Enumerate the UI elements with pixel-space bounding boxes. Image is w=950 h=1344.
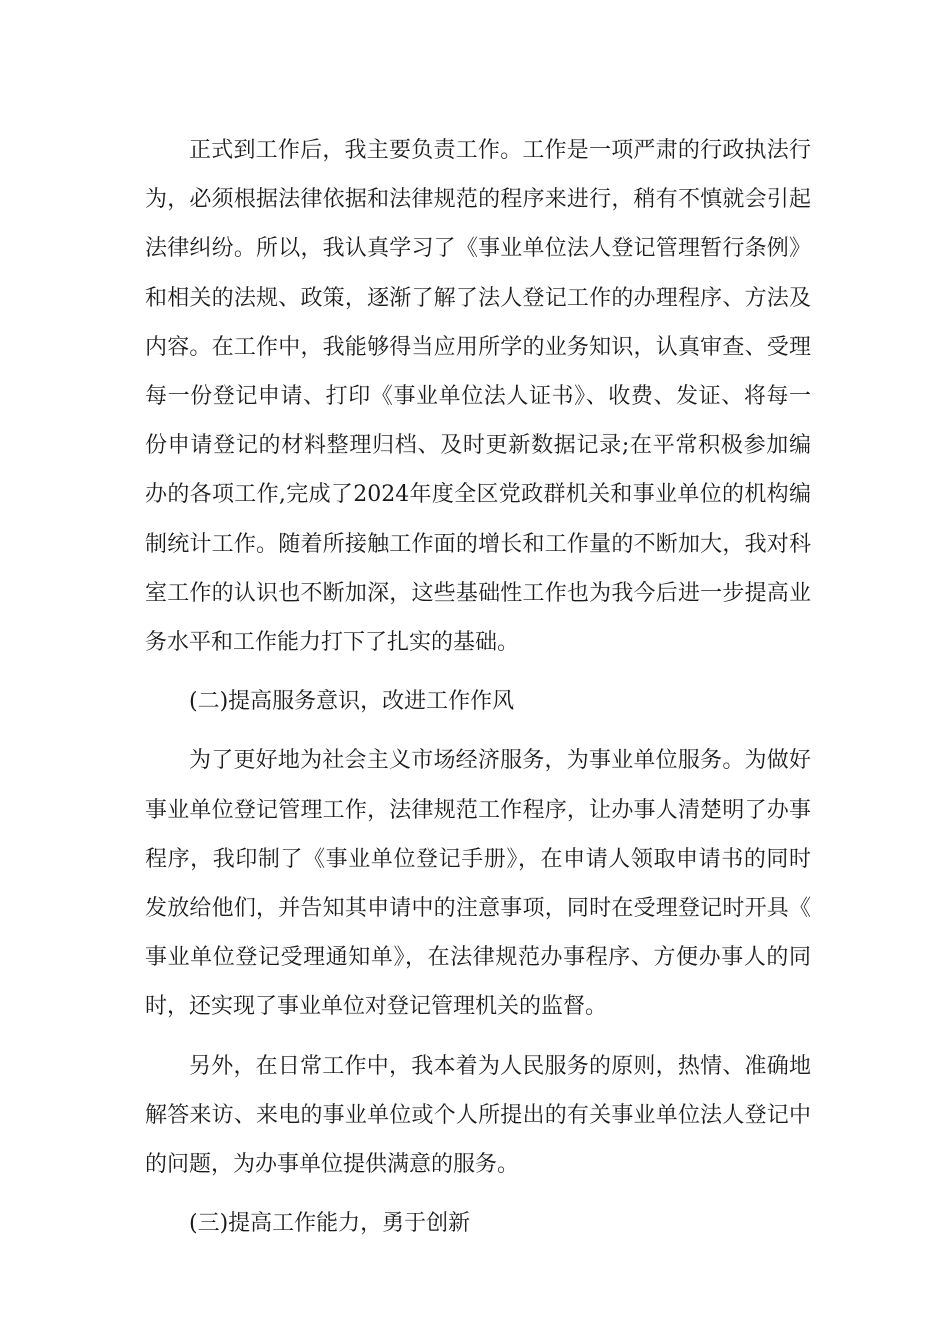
paragraph-service: 为了更好地为社会主义市场经济服务，为事业单位服务。为做好事业单位登记管理工作，法律规范工作程序，让办事人清楚明了办事程序，我印制了《事业单位登记手册》，在申请人领取申请书的同时发放给他们，并告知其申请中的注意事项，同时在受理登记时开具《事业单位登记受理通知单》，在法律规范办事程序、方便办事人的同时，还实现了事业单位对登记管理机关的监督。 <box>145 748 811 1020</box>
paragraph-work-duties: 正式到工作后，我主要负责工作。工作是一项严肃的行政执法行为，必须根据法律依据和法律规范的程序来进行，稍有不慎就会引起法律纠纷。所以，我认真学习了《事业单位法人登记管理暂行条例》和相关的法规、政策，逐渐了解了法人登记工作的办理程序、方法及内容。在工作中，我能够得当应用所学的业务知识，认真审查、受理每一份登记申请、打印《事业单位法人证书》、收费、发证、将每一份申请登记的材料整理归档、及时更新数据记录;在平常积极参加编办的各项工作,完成了2024年度全区党政群机关和事业单位的机构编制统计工作。随着所接触工作面的增长和工作量的不断加大，我对科室工作的认识也不断加深，这些基础性工作也为我今后进一步提高业务水平和工作能力打下了扎实的基础。 <box>145 138 811 656</box>
section-heading-service: (二)提高服务意识，改进工作作风 <box>189 689 515 715</box>
section-heading-ability: (三)提高工作能力，勇于创新 <box>189 1211 471 1237</box>
document-body <box>145 126 811 1248</box>
paragraph-daily-work: 另外，在日常工作中，我本着为人民服务的原则，热情、准确地解答来访、来电的事业单位或个人所提出的有关事业单位法人登记中的问题，为办事单位提供满意的服务。 <box>145 1053 811 1178</box>
